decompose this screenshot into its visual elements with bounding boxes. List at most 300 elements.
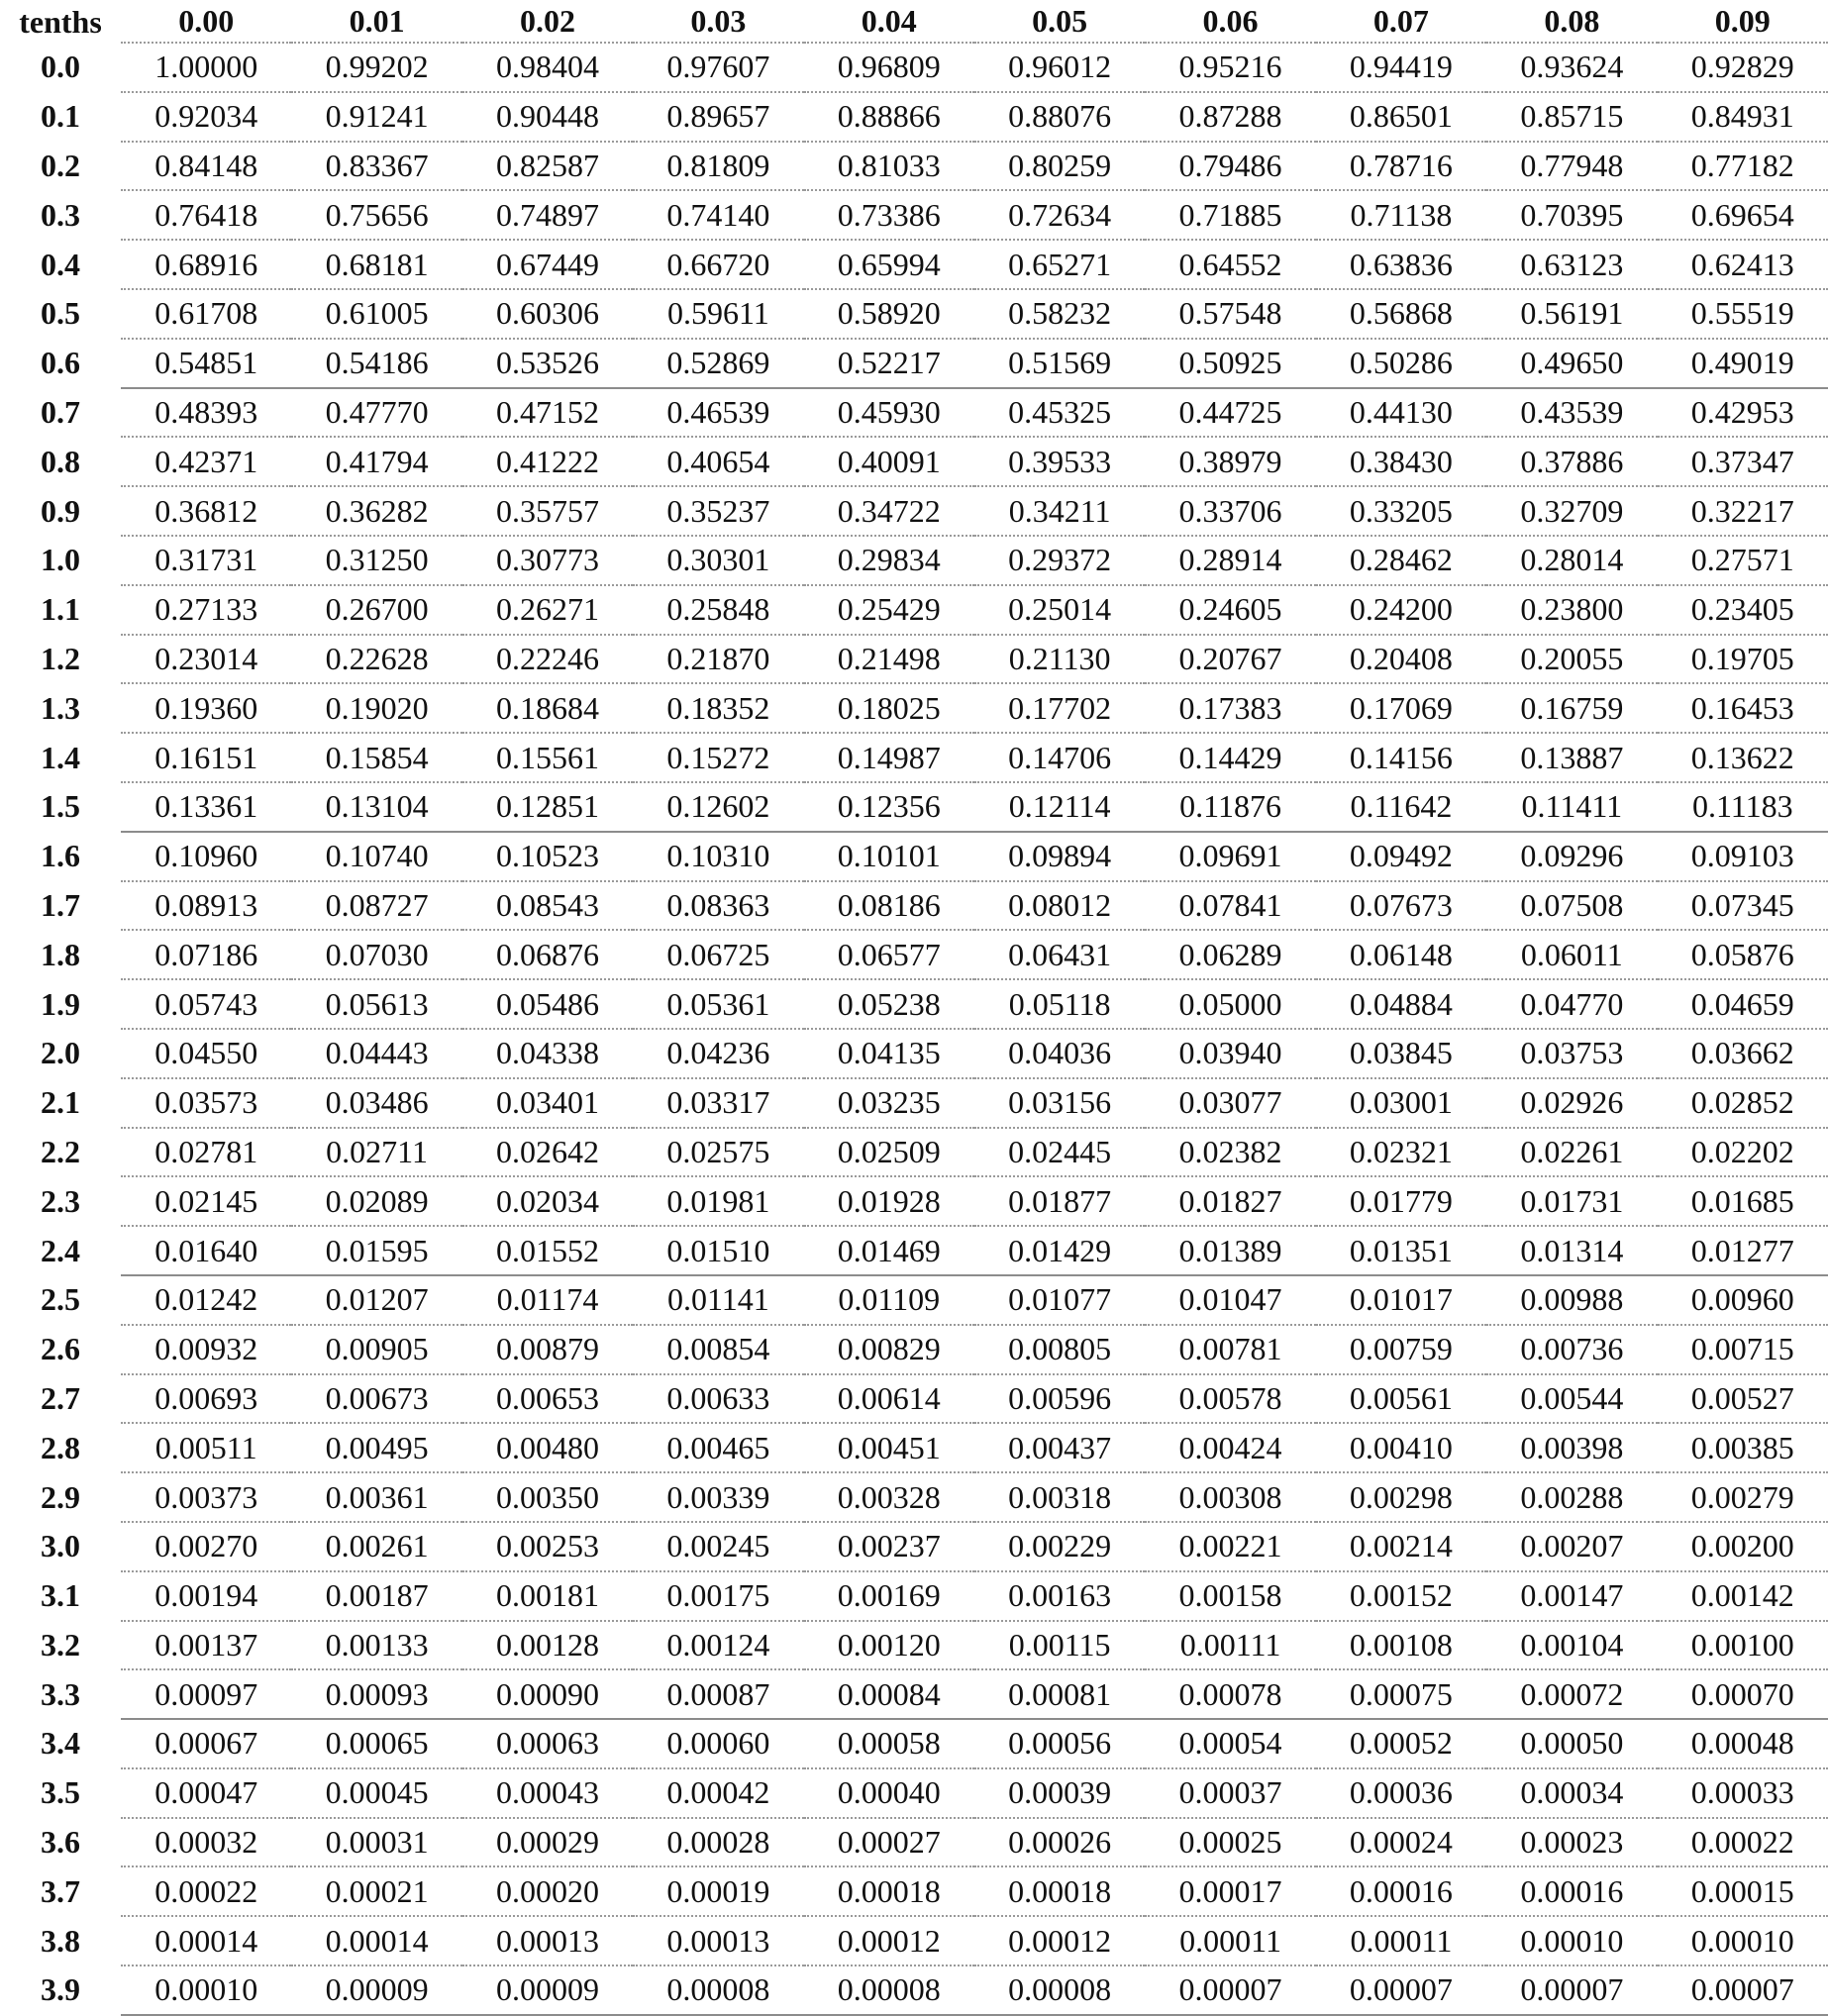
row-label: 0.4: [41, 246, 80, 282]
table-cell: 0.04135: [804, 1029, 974, 1078]
table-cell: 0.30301: [633, 536, 803, 585]
table-cell: 0.86501: [1316, 92, 1486, 142]
table-cell: 0.00385: [1658, 1423, 1828, 1472]
table-cell: 0.27133: [121, 585, 291, 635]
table-cell: 0.00328: [804, 1472, 974, 1522]
table-cell: 0.00245: [633, 1522, 803, 1571]
table-cell: 0.02642: [462, 1128, 633, 1177]
row-label: 2.3: [41, 1182, 80, 1219]
table-cell: 0.32709: [1486, 486, 1657, 536]
row-label: 3.6: [41, 1824, 80, 1861]
table-cell: 0.18352: [633, 683, 803, 733]
table-cell: 0.00163: [974, 1571, 1145, 1621]
table-cell: 0.00067: [121, 1719, 291, 1768]
table-cell: 0.00007: [1316, 1966, 1486, 2015]
table-cell: 0.11411: [1486, 782, 1657, 832]
row-label: 2.8: [41, 1429, 80, 1465]
table-cell: 0.00007: [1658, 1966, 1828, 2015]
table-cell: 0.13104: [291, 782, 461, 832]
table-cell: 0.02202: [1658, 1128, 1828, 1177]
table-cell: 0.00012: [804, 1916, 974, 1966]
table-cell: 0.00115: [974, 1621, 1145, 1670]
table-row: [0, 289, 1828, 339]
table-cell: 0.03573: [121, 1078, 291, 1128]
row-label: 1.2: [41, 640, 80, 676]
table-cell: 0.01685: [1658, 1176, 1828, 1226]
table-cell: 0.17069: [1316, 683, 1486, 733]
column-header: 0.01: [349, 3, 405, 39]
table-cell: 0.00181: [462, 1571, 633, 1621]
table-cell: 0.00008: [804, 1966, 974, 2015]
table-cell: 0.49650: [1486, 339, 1657, 388]
table-cell: 0.45325: [974, 388, 1145, 438]
table-row: [0, 1866, 1828, 1916]
table-cell: 0.00019: [633, 1866, 803, 1916]
table-cell: 0.21498: [804, 635, 974, 684]
row-label: 1.0: [41, 542, 80, 578]
table-cell: 0.24605: [1145, 585, 1315, 635]
row-label: 1.6: [41, 838, 80, 874]
table-cell: 0.00288: [1486, 1472, 1657, 1522]
table-cell: 0.00087: [633, 1669, 803, 1719]
table-cell: 0.21130: [974, 635, 1145, 684]
table-cell: 0.25429: [804, 585, 974, 635]
table-cell: 0.90448: [462, 92, 633, 142]
table-cell: 0.96012: [974, 43, 1145, 92]
column-header: 0.08: [1544, 3, 1600, 39]
table-cell: 0.43539: [1486, 388, 1657, 438]
table-cell: 0.00854: [633, 1325, 803, 1374]
table-cell: 0.06011: [1486, 930, 1657, 979]
table-cell: 0.66720: [633, 240, 803, 289]
table-cell: 0.22628: [291, 635, 461, 684]
table-cell: 0.08012: [974, 881, 1145, 931]
table-cell: 0.00169: [804, 1571, 974, 1621]
table-row: [0, 832, 1828, 881]
table-cell: 0.06725: [633, 930, 803, 979]
table-cell: 0.84931: [1658, 92, 1828, 142]
table-body: [0, 43, 1828, 2015]
row-label: 0.1: [41, 98, 80, 135]
table-row: [0, 1472, 1828, 1522]
table-cell: 0.80259: [974, 142, 1145, 191]
row-label: 2.9: [41, 1478, 80, 1515]
row-label: 1.3: [41, 689, 80, 726]
table-cell: 0.15561: [462, 733, 633, 782]
table-cell: 0.00214: [1316, 1522, 1486, 1571]
table-cell: 0.78716: [1316, 142, 1486, 191]
table-cell: 0.00158: [1145, 1571, 1315, 1621]
table-cell: 0.09492: [1316, 832, 1486, 881]
table-cell: 0.99202: [291, 43, 461, 92]
table-cell: 0.20408: [1316, 635, 1486, 684]
table-row: [0, 486, 1828, 536]
table-cell: 0.72634: [974, 190, 1145, 240]
table-cell: 0.14987: [804, 733, 974, 782]
table-row: [0, 1966, 1828, 2015]
table-cell: 0.00039: [974, 1768, 1145, 1818]
table-cell: 0.14429: [1145, 733, 1315, 782]
row-label: 3.4: [41, 1725, 80, 1762]
table-cell: 0.00361: [291, 1472, 461, 1522]
table-cell: 0.00614: [804, 1374, 974, 1424]
table-cell: 0.69654: [1658, 190, 1828, 240]
table-row: [0, 1325, 1828, 1374]
row-label: 0.7: [41, 393, 80, 430]
table-cell: 0.83367: [291, 142, 461, 191]
table-cell: 0.47152: [462, 388, 633, 438]
table-cell: 0.36812: [121, 486, 291, 536]
table-row: [0, 1669, 1828, 1719]
table-cell: 0.00011: [1316, 1916, 1486, 1966]
table-cell: 0.29834: [804, 536, 974, 585]
table-cell: 0.00007: [1145, 1966, 1315, 2015]
table-cell: 0.08913: [121, 881, 291, 931]
table-cell: 0.00037: [1145, 1768, 1315, 1818]
table-cell: 0.00097: [121, 1669, 291, 1719]
table-cell: 0.00308: [1145, 1472, 1315, 1522]
table-cell: 0.29372: [974, 536, 1145, 585]
table-row: [0, 683, 1828, 733]
table-cell: 0.56191: [1486, 289, 1657, 339]
table-cell: 0.00111: [1145, 1621, 1315, 1670]
table-cell: 0.00561: [1316, 1374, 1486, 1424]
table-cell: 0.18025: [804, 683, 974, 733]
table-cell: 0.03401: [462, 1078, 633, 1128]
table-cell: 0.00194: [121, 1571, 291, 1621]
table-cell: 0.31731: [121, 536, 291, 585]
table-cell: 0.00653: [462, 1374, 633, 1424]
table-cell: 0.02089: [291, 1176, 461, 1226]
table-cell: 0.87288: [1145, 92, 1315, 142]
table-cell: 0.25848: [633, 585, 803, 635]
table-cell: 0.00058: [804, 1719, 974, 1768]
row-label: 3.7: [41, 1872, 80, 1909]
table-cell: 0.00072: [1486, 1669, 1657, 1719]
table-cell: 0.07345: [1658, 881, 1828, 931]
table-cell: 0.32217: [1658, 486, 1828, 536]
table-row: [0, 1571, 1828, 1621]
table-cell: 0.00029: [462, 1818, 633, 1867]
table-cell: 0.00009: [462, 1966, 633, 2015]
table-cell: 0.55519: [1658, 289, 1828, 339]
table-cell: 0.60306: [462, 289, 633, 339]
table-cell: 0.13622: [1658, 733, 1828, 782]
table-cell: 0.42953: [1658, 388, 1828, 438]
table-cell: 0.04236: [633, 1029, 803, 1078]
table-cell: 0.00104: [1486, 1621, 1657, 1670]
table-cell: 0.71138: [1316, 190, 1486, 240]
table-cell: 0.00015: [1658, 1866, 1828, 1916]
table-cell: 0.13887: [1486, 733, 1657, 782]
table-cell: 0.00014: [291, 1916, 461, 1966]
table-cell: 0.00237: [804, 1522, 974, 1571]
table-cell: 0.00673: [291, 1374, 461, 1424]
table-cell: 0.24200: [1316, 585, 1486, 635]
table-cell: 0.37886: [1486, 437, 1657, 486]
row-label: 3.2: [41, 1626, 80, 1663]
table-cell: 0.00424: [1145, 1423, 1315, 1472]
table-cell: 0.67449: [462, 240, 633, 289]
row-label: 3.0: [41, 1528, 80, 1564]
table-cell: 0.17383: [1145, 683, 1315, 733]
table-cell: 0.68181: [291, 240, 461, 289]
table-cell: 0.25014: [974, 585, 1145, 635]
table-cell: 0.02145: [121, 1176, 291, 1226]
table-cell: 0.75656: [291, 190, 461, 240]
table-cell: 0.00007: [1486, 1966, 1657, 2015]
table-cell: 0.03235: [804, 1078, 974, 1128]
row-label: 0.9: [41, 492, 80, 529]
table-cell: 0.84148: [121, 142, 291, 191]
table-cell: 0.26271: [462, 585, 633, 635]
table-cell: 0.04550: [121, 1029, 291, 1078]
row-label: 2.7: [41, 1379, 80, 1416]
table-cell: 0.06148: [1316, 930, 1486, 979]
table-cell: 0.00009: [291, 1966, 461, 2015]
table-cell: 0.13361: [121, 782, 291, 832]
table-cell: 0.01827: [1145, 1176, 1315, 1226]
table-cell: 0.01640: [121, 1226, 291, 1275]
table-cell: 0.00040: [804, 1768, 974, 1818]
table-cell: 0.00451: [804, 1423, 974, 1472]
table-cell: 0.00373: [121, 1472, 291, 1522]
table-cell: 0.01314: [1486, 1226, 1657, 1275]
row-label: 2.6: [41, 1331, 80, 1367]
row-label: 0.2: [41, 147, 80, 183]
table-cell: 0.00410: [1316, 1423, 1486, 1472]
table-cell: 0.12356: [804, 782, 974, 832]
table-cell: 0.54186: [291, 339, 461, 388]
row-label: 1.1: [41, 591, 80, 628]
table-cell: 0.00879: [462, 1325, 633, 1374]
table-cell: 0.40091: [804, 437, 974, 486]
table-cell: 0.27571: [1658, 536, 1828, 585]
corner-header: tenths: [19, 3, 102, 40]
table-cell: 0.00036: [1316, 1768, 1486, 1818]
table-cell: 0.02781: [121, 1128, 291, 1177]
table-cell: 0.00013: [462, 1916, 633, 1966]
table-cell: 0.52217: [804, 339, 974, 388]
table-cell: 0.65994: [804, 240, 974, 289]
table-cell: 0.00207: [1486, 1522, 1657, 1571]
table-cell: 0.10960: [121, 832, 291, 881]
table-cell: 0.00759: [1316, 1325, 1486, 1374]
table-cell: 0.00018: [974, 1866, 1145, 1916]
table-cell: 0.00544: [1486, 1374, 1657, 1424]
table-cell: 0.00063: [462, 1719, 633, 1768]
table-cell: 0.00905: [291, 1325, 461, 1374]
table-cell: 0.00008: [974, 1966, 1145, 2015]
table-cell: 0.00023: [1486, 1818, 1657, 1867]
table-cell: 0.00027: [804, 1818, 974, 1867]
table-cell: 0.00032: [121, 1818, 291, 1867]
table-cell: 0.00054: [1145, 1719, 1315, 1768]
table-cell: 0.31250: [291, 536, 461, 585]
table-cell: 0.01047: [1145, 1275, 1315, 1325]
table-cell: 0.00578: [1145, 1374, 1315, 1424]
table-cell: 0.89657: [633, 92, 803, 142]
table-cell: 0.00042: [633, 1768, 803, 1818]
table-cell: 0.97607: [633, 43, 803, 92]
table-cell: 0.18684: [462, 683, 633, 733]
table-cell: 0.20767: [1145, 635, 1315, 684]
column-header: 0.03: [690, 3, 747, 39]
table-row: [0, 585, 1828, 635]
table-cell: 0.00056: [974, 1719, 1145, 1768]
table-cell: 1.00000: [121, 43, 291, 92]
table-cell: 0.40654: [633, 437, 803, 486]
table-row: [0, 782, 1828, 832]
table-cell: 0.00932: [121, 1325, 291, 1374]
table-cell: 0.07841: [1145, 881, 1315, 931]
table-cell: 0.01779: [1316, 1176, 1486, 1226]
table-cell: 0.17702: [974, 683, 1145, 733]
table-row: [0, 979, 1828, 1029]
table-cell: 0.00147: [1486, 1571, 1657, 1621]
table-cell: 0.12851: [462, 782, 633, 832]
table-row: [0, 1621, 1828, 1670]
table-cell: 0.00596: [974, 1374, 1145, 1424]
row-label: 1.5: [41, 788, 80, 825]
table-cell: 0.00120: [804, 1621, 974, 1670]
table-cell: 0.52869: [633, 339, 803, 388]
table-row: [0, 92, 1828, 142]
table-cell: 0.51569: [974, 339, 1145, 388]
table-cell: 0.26700: [291, 585, 461, 635]
table-cell: 0.04036: [974, 1029, 1145, 1078]
column-header: 0.04: [861, 3, 917, 39]
table-cell: 0.23405: [1658, 585, 1828, 635]
table-cell: 0.07508: [1486, 881, 1657, 931]
table-row: [0, 536, 1828, 585]
table-cell: 0.01469: [804, 1226, 974, 1275]
table-cell: 0.00065: [291, 1719, 461, 1768]
table-cell: 0.92829: [1658, 43, 1828, 92]
table-cell: 0.00221: [1145, 1522, 1315, 1571]
table-cell: 0.00048: [1658, 1719, 1828, 1768]
table-cell: 0.05876: [1658, 930, 1828, 979]
table-cell: 0.00016: [1316, 1866, 1486, 1916]
table-cell: 0.20055: [1486, 635, 1657, 684]
row-label: 1.8: [41, 936, 80, 972]
table-cell: 0.09103: [1658, 832, 1828, 881]
table-cell: 0.11876: [1145, 782, 1315, 832]
table-row: [0, 437, 1828, 486]
table-cell: 0.50925: [1145, 339, 1315, 388]
table-cell: 0.00261: [291, 1522, 461, 1571]
table-cell: 0.01242: [121, 1275, 291, 1325]
table-cell: 0.00187: [291, 1571, 461, 1621]
row-label: 0.5: [41, 295, 80, 332]
table-cell: 0.01141: [633, 1275, 803, 1325]
table-cell: 0.08727: [291, 881, 461, 931]
table-row: [0, 1176, 1828, 1226]
table-cell: 0.88866: [804, 92, 974, 142]
table-cell: 0.00318: [974, 1472, 1145, 1522]
table-cell: 0.07030: [291, 930, 461, 979]
table-cell: 0.00124: [633, 1621, 803, 1670]
table-cell: 0.06431: [974, 930, 1145, 979]
table-cell: 0.58232: [974, 289, 1145, 339]
table-row: [0, 1128, 1828, 1177]
table-cell: 0.59611: [633, 289, 803, 339]
table-cell: 0.58920: [804, 289, 974, 339]
table-cell: 0.35237: [633, 486, 803, 536]
table-cell: 0.00060: [633, 1719, 803, 1768]
table-cell: 0.14156: [1316, 733, 1486, 782]
table-cell: 0.00253: [462, 1522, 633, 1571]
table-cell: 0.00045: [291, 1768, 461, 1818]
table-cell: 0.00028: [633, 1818, 803, 1867]
table-cell: 0.00052: [1316, 1719, 1486, 1768]
table-cell: 0.02445: [974, 1128, 1145, 1177]
table-row: [0, 1522, 1828, 1571]
table-cell: 0.03317: [633, 1078, 803, 1128]
table-cell: 0.01429: [974, 1226, 1145, 1275]
table-cell: 0.70395: [1486, 190, 1657, 240]
row-label: 0.6: [41, 345, 80, 381]
table-cell: 0.00026: [974, 1818, 1145, 1867]
table-cell: 0.46539: [633, 388, 803, 438]
table-row: [0, 339, 1828, 388]
table-cell: 0.00100: [1658, 1621, 1828, 1670]
table-cell: 0.10101: [804, 832, 974, 881]
table-row: [0, 1916, 1828, 1966]
table-cell: 0.47770: [291, 388, 461, 438]
table-cell: 0.65271: [974, 240, 1145, 289]
table-cell: 0.05000: [1145, 979, 1315, 1029]
table-cell: 0.05118: [974, 979, 1145, 1029]
table-cell: 0.35757: [462, 486, 633, 536]
table-cell: 0.00960: [1658, 1275, 1828, 1325]
table-cell: 0.44725: [1145, 388, 1315, 438]
table-cell: 0.00437: [974, 1423, 1145, 1472]
table-cell: 0.01174: [462, 1275, 633, 1325]
table-cell: 0.04443: [291, 1029, 461, 1078]
table-row: [0, 733, 1828, 782]
table-cell: 0.00480: [462, 1423, 633, 1472]
table-cell: 0.00081: [974, 1669, 1145, 1719]
table-cell: 0.04884: [1316, 979, 1486, 1029]
table-cell: 0.00229: [974, 1522, 1145, 1571]
table-row: [0, 1029, 1828, 1078]
table-cell: 0.00020: [462, 1866, 633, 1916]
table-cell: 0.02926: [1486, 1078, 1657, 1128]
table-cell: 0.00693: [121, 1374, 291, 1424]
table-cell: 0.16759: [1486, 683, 1657, 733]
table-cell: 0.03662: [1658, 1029, 1828, 1078]
table-cell: 0.00988: [1486, 1275, 1657, 1325]
table-cell: 0.05361: [633, 979, 803, 1029]
row-label: 1.4: [41, 739, 80, 775]
table-row: [0, 43, 1828, 92]
table-cell: 0.64552: [1145, 240, 1315, 289]
table-cell: 0.01277: [1658, 1226, 1828, 1275]
row-label: 0.3: [41, 196, 80, 233]
table-cell: 0.00465: [633, 1423, 803, 1472]
row-label: 3.5: [41, 1774, 80, 1811]
table-cell: 0.37347: [1658, 437, 1828, 486]
table-cell: 0.49019: [1658, 339, 1828, 388]
table-cell: 0.03156: [974, 1078, 1145, 1128]
table-cell: 0.00350: [462, 1472, 633, 1522]
table-cell: 0.00010: [1658, 1916, 1828, 1966]
table-cell: 0.00090: [462, 1669, 633, 1719]
table-row: [0, 1078, 1828, 1128]
table-cell: 0.11183: [1658, 782, 1828, 832]
table-row: [0, 1768, 1828, 1818]
